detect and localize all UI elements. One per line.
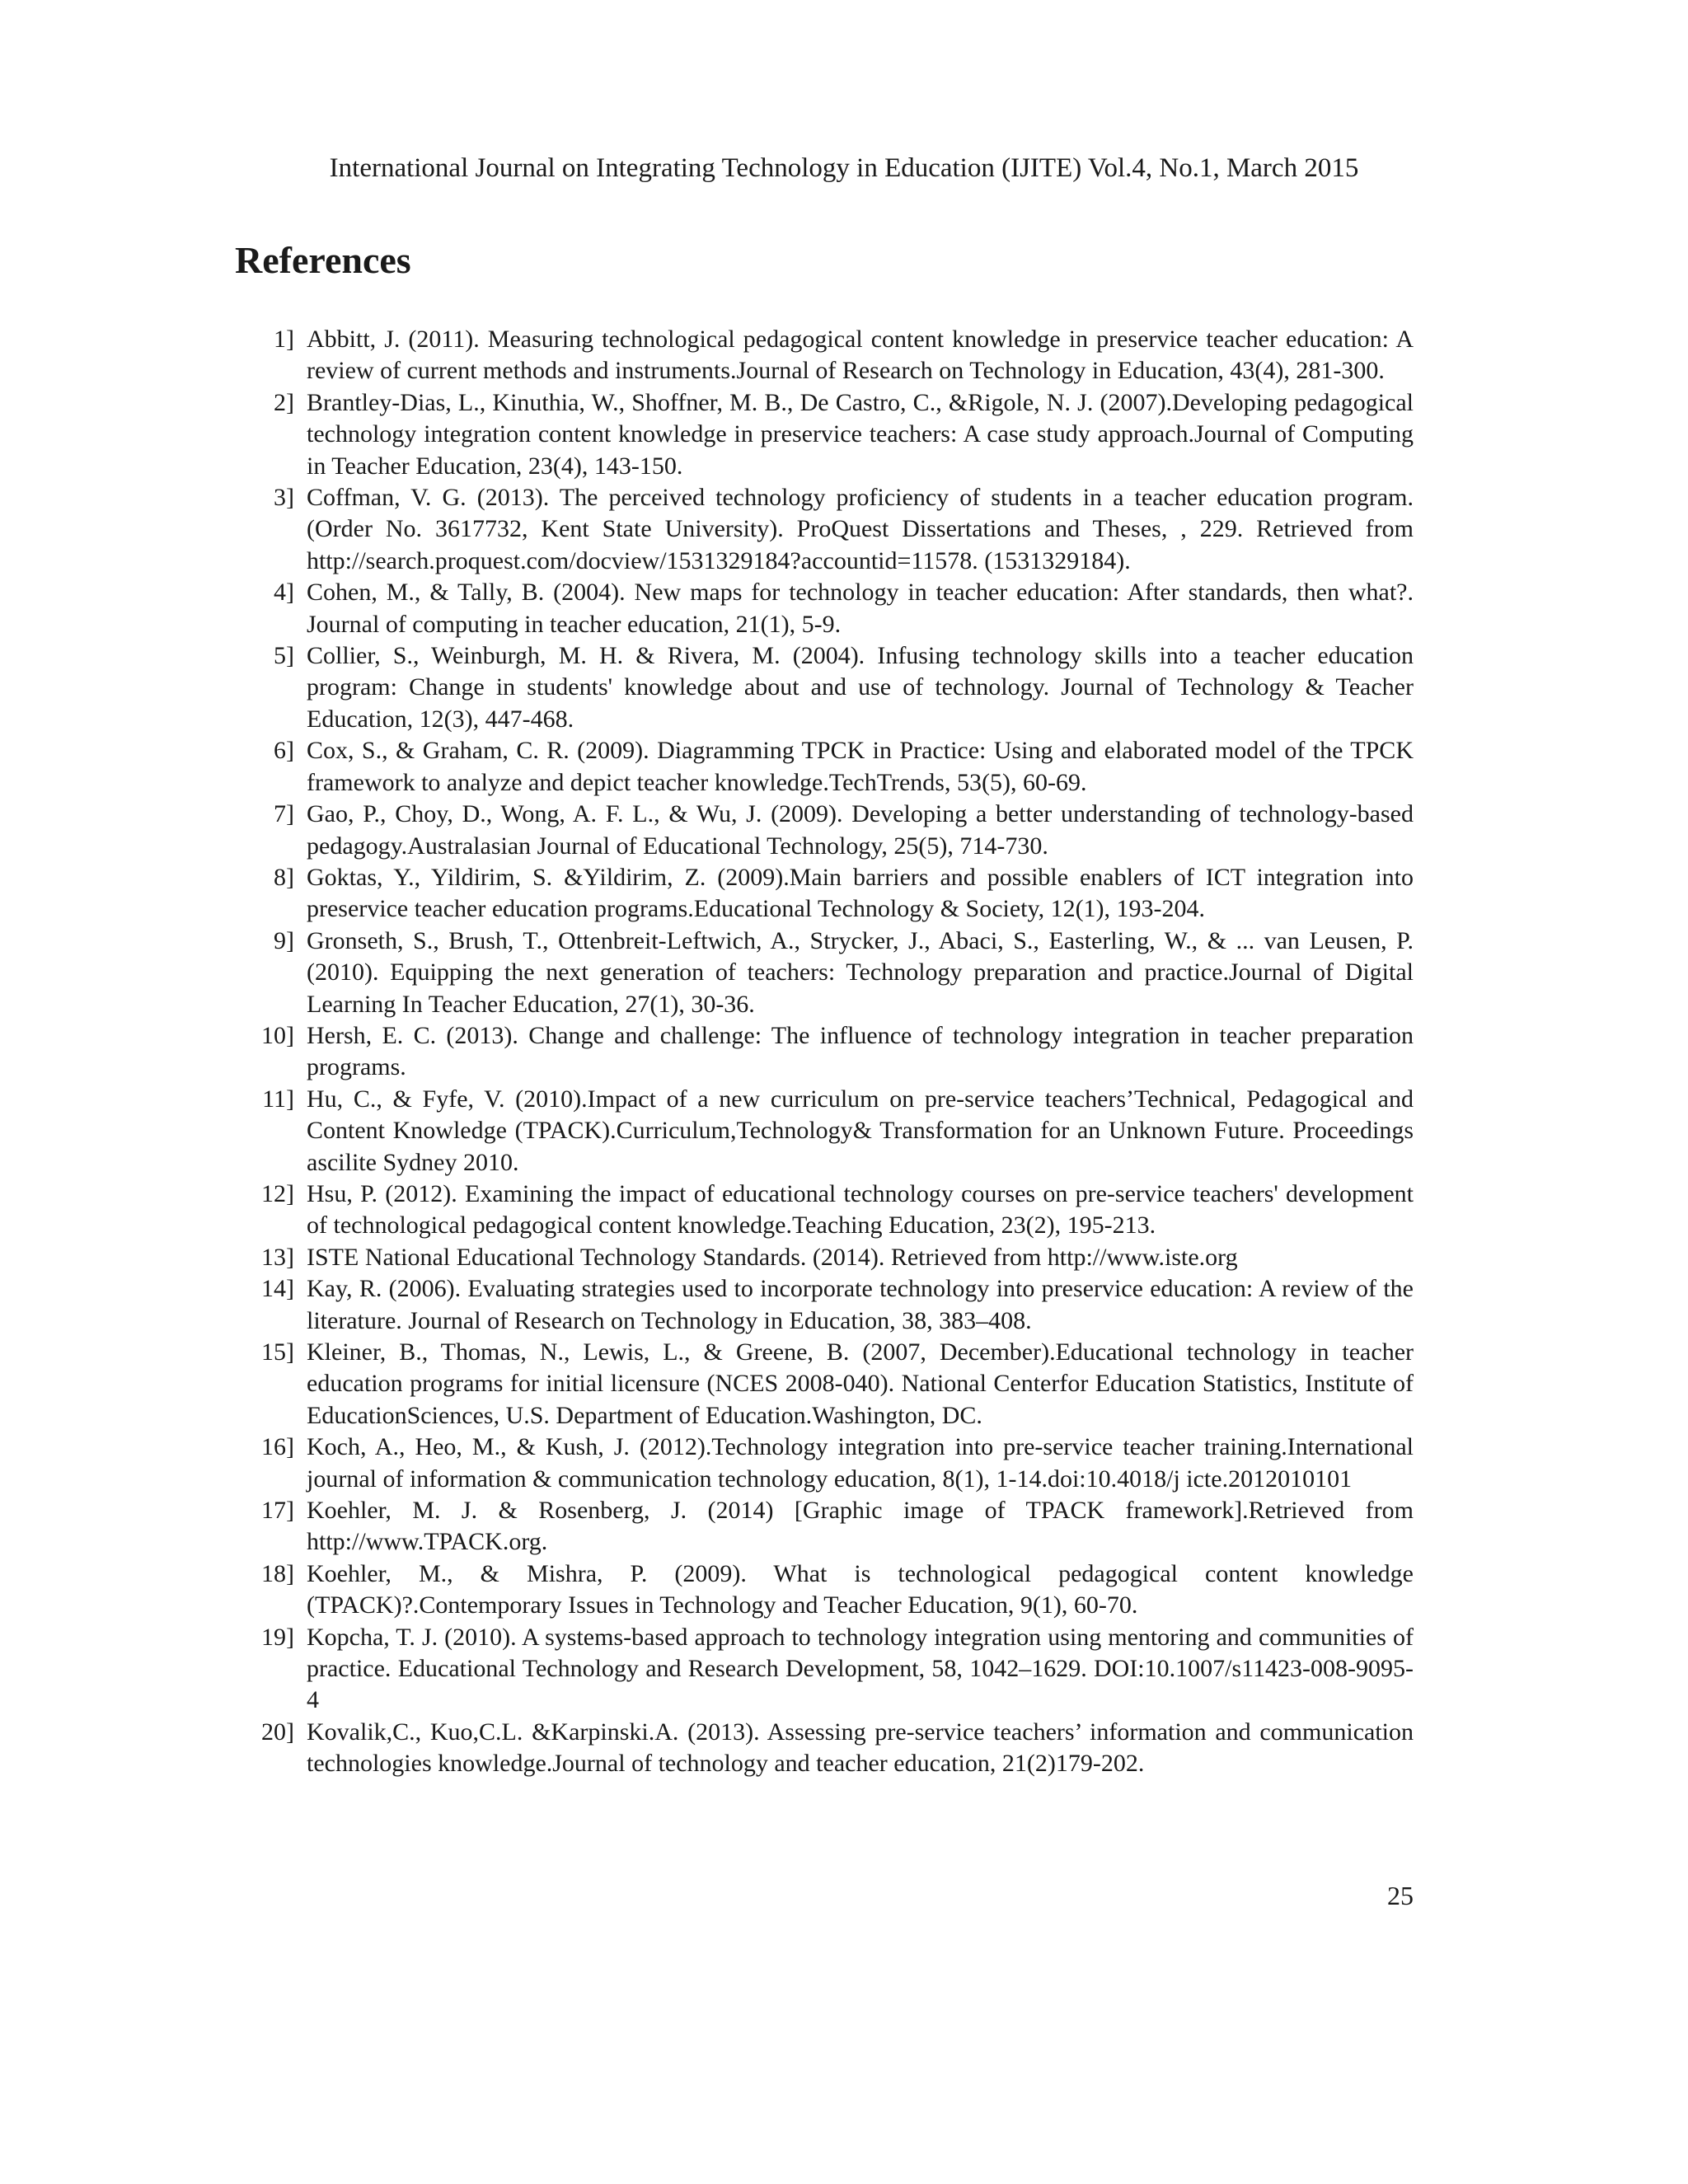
reference-item — [235, 735, 1414, 799]
reference-number: 16] — [261, 1433, 294, 1461]
reference-text: Kopcha, T. J. (2010). A systems-based approach to technology integration using mentoring and communities of practice. Educational Technology and Research Development, 58, 1042–1629. DOI:10.1007/s11423-008-9095-4 — [307, 1623, 1414, 1714]
reference-item — [235, 577, 1414, 640]
reference-number: 12] — [261, 1179, 294, 1207]
reference-text: Brantley-Dias, L., Kinuthia, W., Shoffner, M. B., De Castro, C., &Rigole, N. J. (2007).Developing pedagogical technology integration content knowledge in preservice teachers: A case study approach.Journal of Computing in Teacher Education, 23(4), 143-150. — [307, 388, 1414, 480]
reference-item — [235, 482, 1414, 577]
reference-text: Hu, C., & Fyfe, V. (2010).Impact of a new curriculum on pre-service teachers’Technical, Pedagogical and Content Knowledge (TPACK).Curriculum,Technology& Transformation for an Unknown Future. Proceedings ascilite Sydney 2010. — [307, 1085, 1414, 1176]
reference-item — [235, 1558, 1414, 1622]
reference-text: Koch, A., Heo, M., & Kush, J. (2012).Technology integration into pre-service teacher training.International journal of information & communication technology education, 8(1), 1-14.doi:10.4018/j icte.2012010101 — [307, 1433, 1414, 1493]
running-header: International Journal on Integrating Technology in Education (IJITE) Vol.4, No.1, March 2015 — [329, 153, 1359, 183]
reference-number: 13] — [261, 1243, 294, 1271]
reference-text: Collier, S., Weinburgh, M. H. & Rivera, M. (2004). Infusing technology skills into a teacher education program: Change in students' knowledge about and use of technology. Journal of Technology & Teacher Education, 12(3), 447-468. — [307, 642, 1414, 733]
reference-number: 4] — [274, 579, 294, 607]
reference-text: Goktas, Y., Yildirim, S. &Yildirim, Z. (2009).Main barriers and possible enablers of ICT integration into preservice teacher education programs.Educational Technology & Society, 12(1), 193-204. — [307, 863, 1414, 923]
reference-number: 5] — [274, 642, 294, 670]
reference-item — [235, 1242, 1414, 1273]
reference-number: 6] — [274, 737, 294, 765]
reference-number: 1] — [274, 326, 294, 353]
reference-item — [235, 1084, 1414, 1179]
reference-text: Kleiner, B., Thomas, N., Lewis, L., & Greene, B. (2007, December).Educational technology in teacher education programs for initial licensure (NCES 2008-040). National Centerfor Education Statistics, Institute of EducationSciences, U.S. Department of Education.Washington, DC. — [307, 1338, 1414, 1429]
reference-text: Coffman, V. G. (2013). The perceived technology proficiency of students in a teacher education program. (Order No. 3617732, Kent State University). ProQuest Dissertations and Theses, , 229. Retrieved from http://search.proquest.com/docview/1531329184?accountid=11578. (1531329184). — [307, 484, 1414, 574]
reference-text: Gronseth, S., Brush, T., Ottenbreit-Leftwich, A., Strycker, J., Abaci, S., Easterling, W., & ... van Leusen, P. (2010). Equipping the next generation of teachers: Technology preparation and practice.Journal of Digital Learning In Teacher Education, 27(1), 30-36. — [307, 926, 1414, 1018]
reference-number: 2] — [274, 388, 294, 416]
page-number: 25 — [1387, 1881, 1414, 1910]
reference-text: Kay, R. (2006). Evaluating strategies used to incorporate technology into preservice education: A review of the literature. Journal of Research on Technology in Education, 38, 383–408. — [307, 1275, 1414, 1334]
reference-item — [235, 324, 1414, 387]
reference-text: ISTE National Educational Technology Standards. (2014). Retrieved from http://www.iste.org — [307, 1243, 1238, 1271]
reference-item — [235, 387, 1414, 482]
reference-text: Kovalik,C., Kuo,C.L. &Karpinski.A. (2013). Assessing pre-service teachers’ information and communication technologies knowledge.Journal of technology and teacher education, 21(2)179-202. — [307, 1718, 1414, 1778]
reference-number: 9] — [274, 926, 294, 954]
reference-number: 19] — [261, 1623, 294, 1651]
reference-item — [235, 1622, 1414, 1717]
reference-list — [235, 324, 1414, 1780]
reference-text: Gao, P., Choy, D., Wong, A. F. L., & Wu, J. (2009). Developing a better understanding of technology-based pedagogy.Australasian Journal of Educational Technology, 25(5), 714-730. — [307, 800, 1414, 860]
reference-number: 18] — [261, 1559, 294, 1587]
reference-number: 8] — [274, 863, 294, 891]
reference-text: Hsu, P. (2012). Examining the impact of educational technology courses on pre-service teachers' development of technological pedagogical content knowledge.Teaching Education, 23(2), 195-213. — [307, 1179, 1414, 1240]
reference-item — [235, 1179, 1414, 1242]
reference-number: 14] — [261, 1275, 294, 1303]
section-title: References — [235, 239, 411, 281]
reference-number: 17] — [261, 1497, 294, 1525]
reference-text: Hersh, E. C. (2013). Change and challenge: The influence of technology integration in teacher preparation programs. — [307, 1021, 1414, 1081]
reference-item — [235, 640, 1414, 735]
reference-text: Cohen, M., & Tally, B. (2004). New maps for technology in teacher education: After standards, then what?. Journal of computing in teacher education, 21(1), 5-9. — [307, 579, 1414, 638]
reference-number: 10] — [261, 1021, 294, 1049]
reference-item — [235, 862, 1414, 926]
reference-number: 15] — [261, 1338, 294, 1366]
reference-item — [235, 1337, 1414, 1432]
reference-item — [235, 799, 1414, 862]
reference-text: Abbitt, J. (2011). Measuring technological pedagogical content knowledge in preservice teacher education: A review of current methods and instruments.Journal of Research on Technology in Education, 43(4), 281-300. — [307, 326, 1414, 385]
reference-number: 11] — [262, 1085, 294, 1113]
reference-text: Koehler, M., & Mishra, P. (2009). What is technological pedagogical content knowledge (TPACK)?.Contemporary Issues in Technology and Teacher Education, 9(1), 60-70. — [307, 1559, 1414, 1619]
reference-item — [235, 1020, 1414, 1084]
reference-number: 7] — [274, 800, 294, 828]
reference-number: 20] — [261, 1718, 294, 1746]
reference-number: 3] — [274, 484, 294, 512]
reference-item — [235, 1432, 1414, 1495]
reference-item — [235, 1717, 1414, 1780]
reference-item — [235, 1273, 1414, 1337]
reference-item — [235, 926, 1414, 1020]
reference-text: Cox, S., & Graham, C. R. (2009). Diagramming TPCK in Practice: Using and elaborated model of the TPCK framework to analyze and depict teacher knowledge.TechTrends, 53(5), 60-69. — [307, 737, 1414, 796]
reference-item — [235, 1495, 1414, 1558]
reference-text: Koehler, M. J. & Rosenberg, J. (2014) [Graphic image of TPACK framework].Retrieved from http://www.TPACK.org. — [307, 1497, 1414, 1556]
